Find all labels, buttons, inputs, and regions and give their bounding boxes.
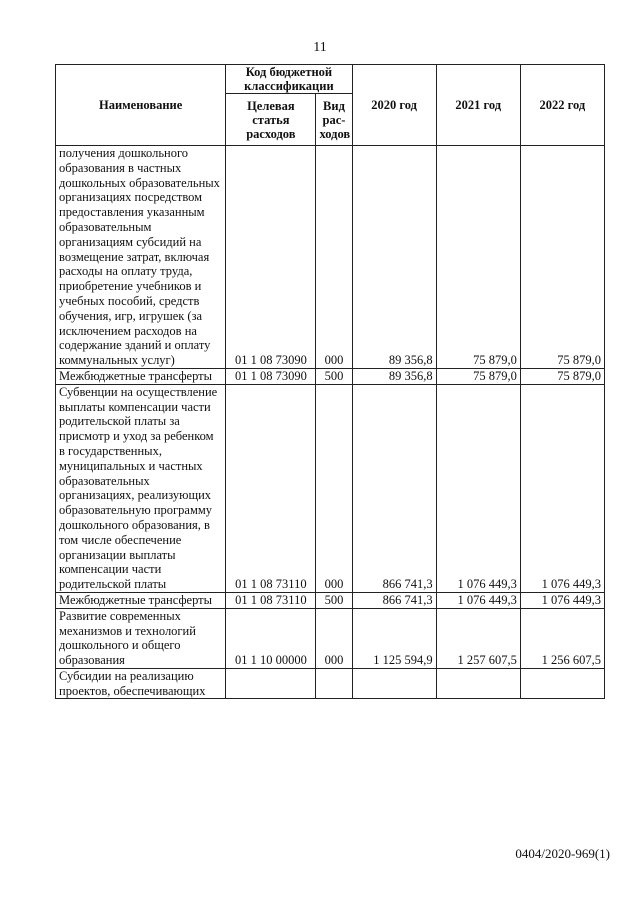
row-amount-2022: 75 879,0 (520, 368, 604, 384)
row-amount-2020: 866 741,3 (352, 384, 436, 592)
budget-table (55, 64, 605, 699)
row-expense-type (316, 668, 352, 699)
page-number: 11 (313, 40, 327, 55)
row-amount-2021: 1 076 449,3 (436, 592, 520, 608)
row-amount-2021: 75 879,0 (436, 368, 520, 384)
row-expense-type: 000 (316, 384, 352, 592)
row-amount-2020: 89 356,8 (352, 146, 436, 369)
row-amount-2021: 1 076 449,3 (436, 384, 520, 592)
row-target-article: 01 1 08 73090 (226, 146, 316, 369)
row-amount-2021: 75 879,0 (436, 146, 520, 369)
row-expense-type: 000 (316, 608, 352, 668)
row-name: Развитие современных механизмов и технологий дошкольного и общего образования (56, 608, 226, 668)
row-expense-type: 500 (316, 592, 352, 608)
row-target-article: 01 1 08 73110 (226, 592, 316, 608)
table-body (56, 146, 605, 699)
row-name: Субсидии на реализацию проектов, обеспечивающих (56, 668, 226, 699)
header-name: Наименование (56, 65, 226, 146)
header-year-2021: 2021 год (436, 65, 520, 146)
header-expense-type: Вид рас-ходов (316, 94, 352, 146)
row-target-article: 01 1 10 00000 (226, 608, 316, 668)
table-row (56, 592, 605, 608)
row-amount-2020 (352, 668, 436, 699)
row-amount-2022: 75 879,0 (520, 146, 604, 369)
row-amount-2020: 866 741,3 (352, 592, 436, 608)
header-year-2020: 2020 год (352, 65, 436, 146)
row-amount-2022: 1 256 607,5 (520, 608, 604, 668)
row-amount-2021: 1 257 607,5 (436, 608, 520, 668)
row-name: Субвенции на осуществление выплаты компенсации части родительской платы за присмотр и уход за ребенком в государственных, муниципальных и частных образовательных организациях, реализующих образовательную программу дошкольного образования, в том числе обеспечение организации выплаты компенсации части родительской платы (56, 384, 226, 592)
row-amount-2021 (436, 668, 520, 699)
table-row (56, 608, 605, 668)
row-name: Межбюджетные трансферты (56, 368, 226, 384)
header-target-article: Целевая статья расходов (226, 94, 316, 146)
table-row (56, 668, 605, 699)
header-year-2022: 2022 год (520, 65, 604, 146)
row-amount-2022: 1 076 449,3 (520, 592, 604, 608)
row-target-article (226, 668, 316, 699)
row-target-article: 01 1 08 73090 (226, 368, 316, 384)
row-amount-2020: 89 356,8 (352, 368, 436, 384)
document-id: 0404/2020-969(1) (515, 846, 610, 861)
row-expense-type: 500 (316, 368, 352, 384)
row-amount-2020: 1 125 594,9 (352, 608, 436, 668)
row-amount-2022 (520, 668, 604, 699)
header-code-group: Код бюджетной классификации (226, 65, 352, 94)
row-name: Межбюджетные трансферты (56, 592, 226, 608)
table-header (56, 65, 605, 146)
row-target-article: 01 1 08 73110 (226, 384, 316, 592)
row-expense-type: 000 (316, 146, 352, 369)
table-row (56, 368, 605, 384)
table-row (56, 384, 605, 592)
row-name: получения дошкольного образования в частных дошкольных образовательных организациях посредством предоставления указанным образовательным организациям субсидий на возмещение затрат, включая расходы на оплату труда, приобретение учебников и учебных пособий, средств обучения, игр, игрушек (за исключением расходов на содержание зданий и оплату коммунальных услуг) (56, 146, 226, 369)
table-row (56, 146, 605, 369)
row-amount-2022: 1 076 449,3 (520, 384, 604, 592)
